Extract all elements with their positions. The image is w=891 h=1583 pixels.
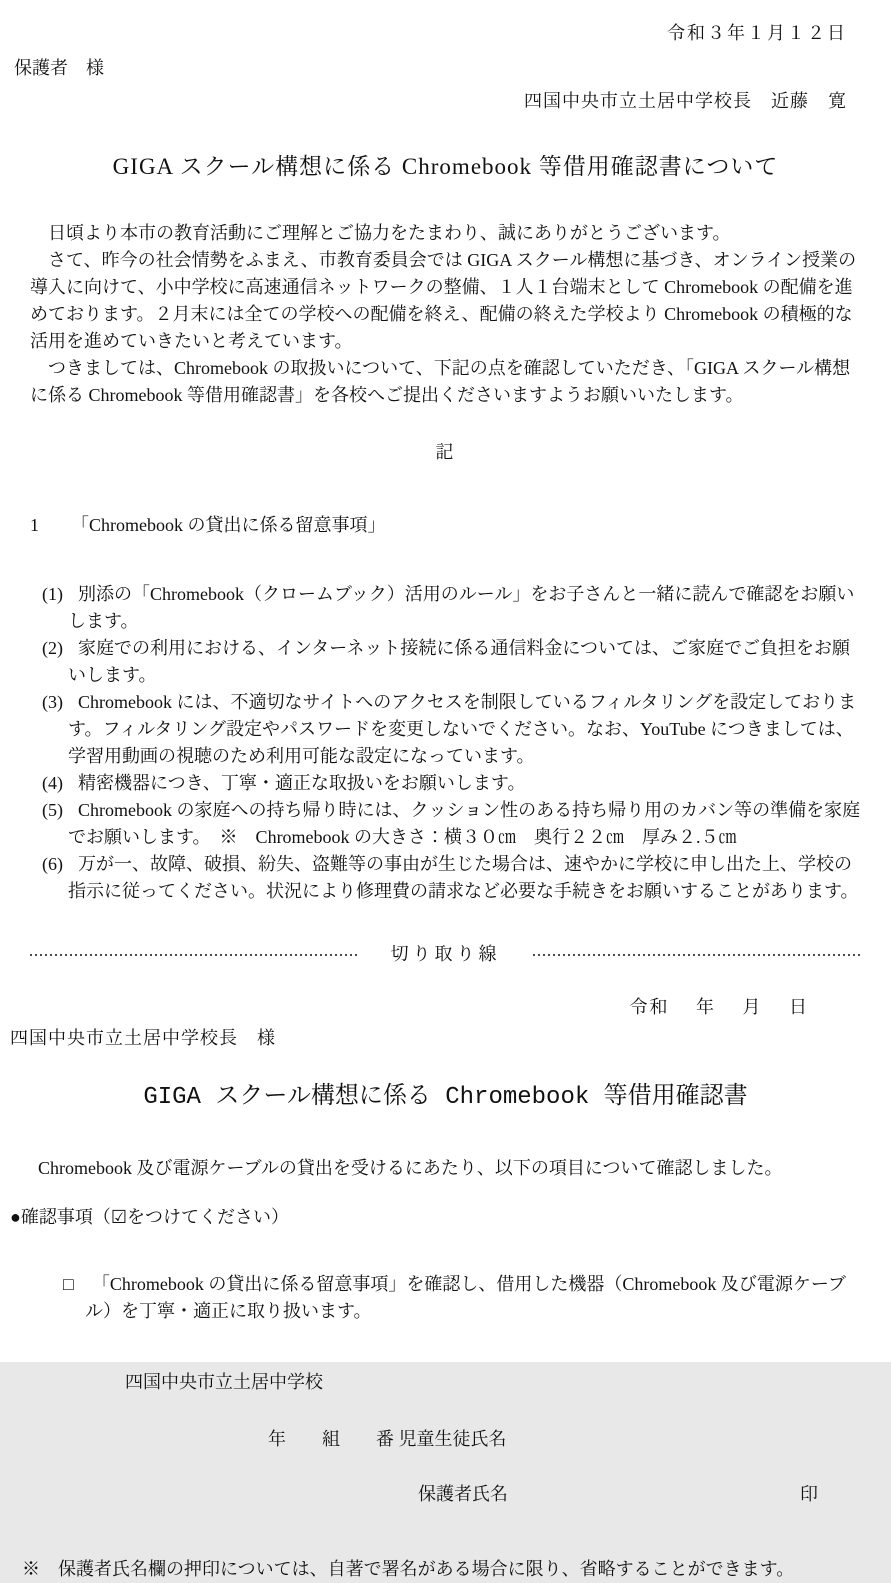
- cut-line: [30, 941, 861, 968]
- paragraph-greeting: 日頃より本市の教育活動にご理解とご協力をたまわり、誠にありがとうございます。: [30, 223, 731, 243]
- recipient-line: 保護者 様: [14, 58, 104, 78]
- form-date-blank: 令和 年 月 日: [629, 997, 809, 1017]
- section-title: 「Chromebook の貸出に係る留意事項」: [71, 515, 386, 535]
- list-item: [30, 770, 861, 797]
- item-number: (5): [42, 800, 63, 820]
- item-number: (4): [42, 773, 63, 793]
- school-name: 四国中央市立土居中学校: [125, 1372, 323, 1392]
- seal-label: 印: [800, 1484, 818, 1504]
- letter-body: [30, 220, 861, 409]
- ki-marker: 記: [435, 442, 456, 462]
- confirmation-checkbox[interactable]: □: [63, 1274, 74, 1294]
- confirmation-item: [30, 1271, 861, 1325]
- cut-line-dash-right: [533, 954, 862, 956]
- item-number: (3): [42, 692, 63, 712]
- sender-line: 四国中央市立土居中学校長 近藤 寛: [524, 91, 847, 111]
- item-number: (2): [42, 638, 63, 658]
- letter-title: GIGA スクール構想に係る Chromebook 等借用確認書について: [112, 154, 779, 179]
- item-text: Chromebook の家庭への持ち帰り時には、クッション性のある持ち帰り用のカバン等の準備を家庭でお願いします。 ※ Chromebook の大きさ：横３０㎝ 奥行２２㎝ 厚み２.５㎝: [68, 800, 861, 847]
- list-item: [30, 581, 861, 635]
- list-item: [30, 689, 861, 770]
- item-text: 別添の「Chromebook（クロームブック）活用のルール」をお子さんと一緒に読んで確認をお願いします。: [68, 584, 855, 631]
- guardian-name-label: 保護者氏名: [418, 1484, 508, 1504]
- list-item: [30, 851, 861, 905]
- cut-line-label: 切り取り線: [390, 944, 501, 964]
- paragraph-request: つきましては、Chromebook の取扱いについて、下記の点を確認していただき、「GIGA スクール構想に係る Chromebook 等借用確認書」を各校へご提出くださいますようお願いいたします。: [30, 358, 851, 405]
- item-text: Chromebook には、不適切なサイトへのアクセスを制限しているフィルタリングを設定しております。フィルタリング設定やパスワードを変更しないでください。なお、YouTube につきましては、学習用動画の視聴のため利用可能な設定になっています。: [68, 692, 857, 766]
- item-text: 精密機器につき、丁寧・適正な取扱いをお願いします。: [78, 773, 526, 793]
- form-intro: Chromebook 及び電源ケーブルの貸出を受けるにあたり、以下の項目について確認しました。: [38, 1158, 783, 1178]
- form-title: GIGA スクール構想に係る Chromebook 等借用確認書: [143, 1084, 748, 1111]
- item-number: (1): [42, 584, 63, 604]
- form-addressee: 四国中央市立土居中学校長 様: [10, 1028, 276, 1048]
- list-item: [30, 797, 861, 851]
- seal-note: ※ 保護者氏名欄の押印については、自著で署名がある場合に限り、省略することができます。: [22, 1559, 795, 1579]
- notice-list: [30, 581, 861, 905]
- item-text: 万が一、故障、破損、紛失、盗難等の事由が生じた場合は、速やかに学校に申し出た上、学校の指示に従ってください。状況により修理費の請求など必要な手続きをお願いすることがあります。: [68, 854, 859, 901]
- student-name-line: 年 組 番 児童生徒氏名: [268, 1429, 507, 1449]
- item-text: 家庭での利用における、インターネット接続に係る通信料金については、ご家庭でご負担をお願いします。: [68, 638, 851, 685]
- section-heading: [30, 512, 861, 539]
- letter-date: 令和３年１月１２日: [667, 23, 847, 43]
- paragraph-background: さて、昨今の社会情勢をふまえ、市教育委員会では GIGA スクール構想に基づき、オンライン授業の導入に向けて、小中学校に高速通信ネットワークの整備、１人１台端末として Chromebook の配備を進めております。２月末には全ての学校への配備を終え、配備の終えた学校より Chromebook の積極的な活用を進めていきたいと考えています。: [30, 250, 857, 351]
- section-number: 1: [30, 515, 39, 535]
- list-item: [30, 635, 861, 689]
- guardian-name-line: [30, 1481, 861, 1508]
- item-number: (6): [42, 854, 63, 874]
- cut-line-dash-left: [30, 954, 359, 956]
- confirmation-items-header: ●確認事項（☑をつけてください）: [10, 1207, 290, 1227]
- confirmation-item-text: 「Chromebook の貸出に係る留意事項」を確認し、借用した機器（Chromebook 及び電源ケーブル）を丁寧・適正に取り扱います。: [85, 1274, 846, 1321]
